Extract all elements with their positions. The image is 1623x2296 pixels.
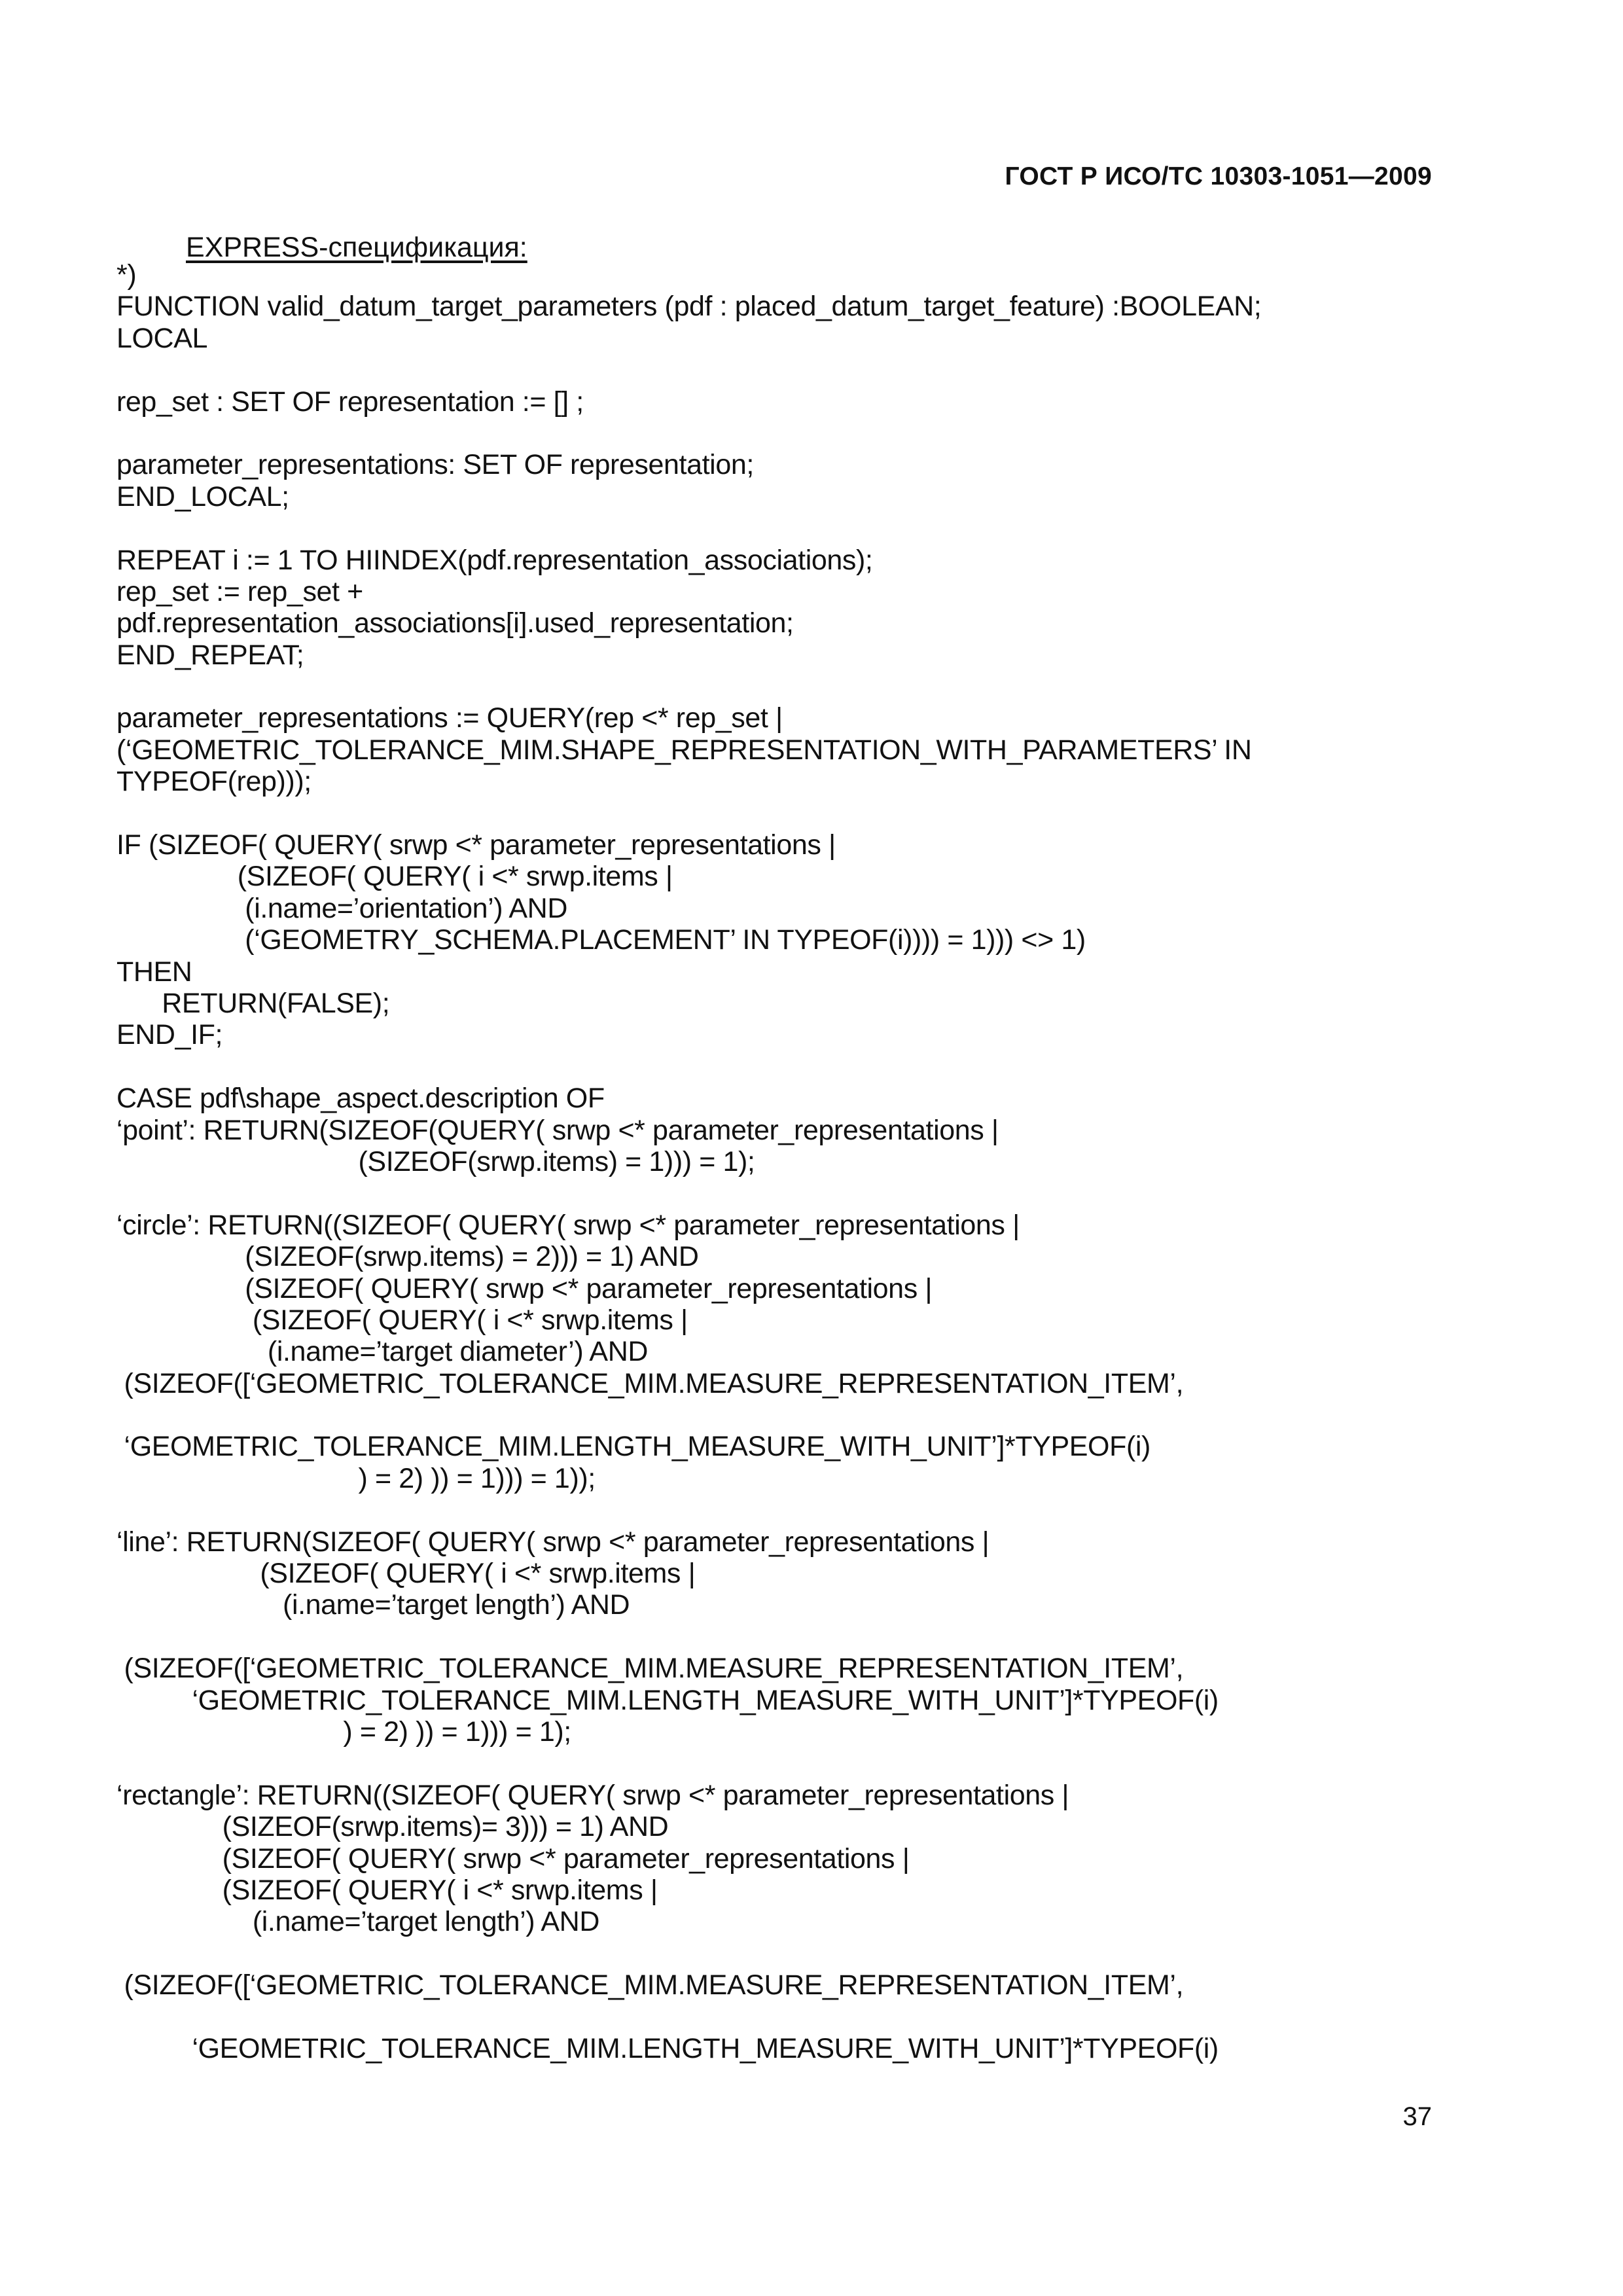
code-line xyxy=(116,1621,1445,1653)
code-line: (i.name=’orientation’) AND xyxy=(116,892,567,924)
document-standard-header: ГОСТ Р ИСО/ТС 10303-1051—2009 xyxy=(1005,162,1432,190)
code-line: parameter_representations := QUERY(rep <* rep_set | xyxy=(116,702,783,734)
code-line: ) = 2) )) = 1))) = 1)); xyxy=(116,1462,596,1494)
code-line: ‘GEOMETRIC_TOLERANCE_MIM.LENGTH_MEASURE_WITH_UNIT’]*TYPEOF(i) xyxy=(116,1684,1219,1716)
code-line: (SIZEOF( QUERY( i <* srwp.items | xyxy=(116,1874,658,1906)
code-line: END_REPEAT; xyxy=(116,639,304,671)
code-line: TYPEOF(rep))); xyxy=(116,766,312,798)
code-line: (SIZEOF([‘GEOMETRIC_TOLERANCE_MIM.MEASURE_REPRESENTATION_ITEM’, xyxy=(116,1367,1184,1399)
code-line: END_IF; xyxy=(116,1019,223,1051)
code-line: ‘GEOMETRIC_TOLERANCE_MIM.LENGTH_MEASURE_WITH_UNIT’]*TYPEOF(i) xyxy=(116,1431,1150,1463)
code-line xyxy=(116,1748,1445,1779)
code-line: rep_set : SET OF representation := [] ; xyxy=(116,386,584,418)
code-line xyxy=(116,1399,1445,1431)
code-line: ‘line’: RETURN(SIZEOF( QUERY( srwp <* parameter_representations | xyxy=(116,1526,990,1558)
code-line: ‘circle’: RETURN((SIZEOF( QUERY( srwp <* parameter_representations | xyxy=(116,1209,1020,1241)
code-line xyxy=(116,354,1445,386)
code-line: ) = 2) )) = 1))) = 1); xyxy=(116,1715,571,1748)
code-line: REPEAT i := 1 TO HIINDEX(pdf.representation_associations); xyxy=(116,544,873,576)
code-line: (SIZEOF( QUERY( srwp <* parameter_representations | xyxy=(116,1842,910,1874)
code-line: pdf.representation_associations[i].used_representation; xyxy=(116,607,794,639)
page-number: 37 xyxy=(1402,2102,1432,2131)
code-line: (SIZEOF( QUERY( i <* srwp.items | xyxy=(116,1304,688,1336)
code-line: (SIZEOF(srwp.items) = 2))) = 1) AND xyxy=(116,1241,699,1273)
code-line xyxy=(116,1051,1445,1083)
code-line: (i.name=’target diameter’) AND xyxy=(116,1336,649,1368)
code-line: (SIZEOF(srwp.items) = 1))) = 1); xyxy=(116,1145,755,1177)
code-line xyxy=(116,512,1445,544)
code-line xyxy=(116,1177,1445,1209)
code-line: CASE pdf\shape_aspect.description OF xyxy=(116,1083,605,1115)
code-line: LOCAL xyxy=(116,322,208,354)
code-line: FUNCTION valid_datum_target_parameters (pdf : placed_datum_target_feature) :BOOLEAN; xyxy=(116,291,1262,323)
code-line: RETURN(FALSE); xyxy=(116,987,390,1019)
express-spec-title: EXPRESS-спецификация: xyxy=(186,232,527,263)
code-line: (i.name=’target length’) AND xyxy=(116,1589,630,1621)
code-line: (‘GEOMETRIC_TOLERANCE_MIM.SHAPE_REPRESENTATION_WITH_PARAMETERS’ IN xyxy=(116,734,1252,766)
code-line xyxy=(116,1938,1445,1969)
code-line: rep_set := rep_set + xyxy=(116,575,363,607)
code-line: *) xyxy=(116,259,137,291)
code-line xyxy=(116,418,1445,449)
code-line: (SIZEOF( QUERY( i <* srwp.items | xyxy=(116,861,673,893)
code-line: (SIZEOF([‘GEOMETRIC_TOLERANCE_MIM.MEASURE_REPRESENTATION_ITEM’, xyxy=(116,1969,1184,2001)
code-line xyxy=(116,1494,1445,1526)
express-code-block xyxy=(116,259,1445,2064)
code-line: ‘rectangle’: RETURN((SIZEOF( QUERY( srwp <* parameter_representations | xyxy=(116,1779,1069,1811)
code-line: (i.name=’target length’) AND xyxy=(116,1906,599,1938)
code-line: (‘GEOMETRY_SCHEMA.PLACEMENT’ IN TYPEOF(i)))) = 1))) <> 1) xyxy=(116,924,1086,956)
code-line: THEN xyxy=(116,956,192,988)
code-line: (SIZEOF( QUERY( i <* srwp.items | xyxy=(116,1558,696,1590)
code-line: (SIZEOF(srwp.items)= 3))) = 1) AND xyxy=(116,1811,669,1843)
code-line: (SIZEOF([‘GEOMETRIC_TOLERANCE_MIM.MEASURE_REPRESENTATION_ITEM’, xyxy=(116,1653,1184,1685)
code-line: ‘point’: RETURN(SIZEOF(QUERY( srwp <* parameter_representations | xyxy=(116,1114,999,1146)
code-line xyxy=(116,2001,1445,2032)
code-line: parameter_representations: SET OF representation; xyxy=(116,449,754,481)
code-line: IF (SIZEOF( QUERY( srwp <* parameter_representations | xyxy=(116,829,836,861)
code-line xyxy=(116,671,1445,702)
code-line xyxy=(116,798,1445,829)
code-line: ‘GEOMETRIC_TOLERANCE_MIM.LENGTH_MEASURE_WITH_UNIT’]*TYPEOF(i) xyxy=(116,2032,1219,2064)
code-line: END_LOCAL; xyxy=(116,480,289,512)
code-line: (SIZEOF( QUERY( srwp <* parameter_representations | xyxy=(116,1272,933,1304)
